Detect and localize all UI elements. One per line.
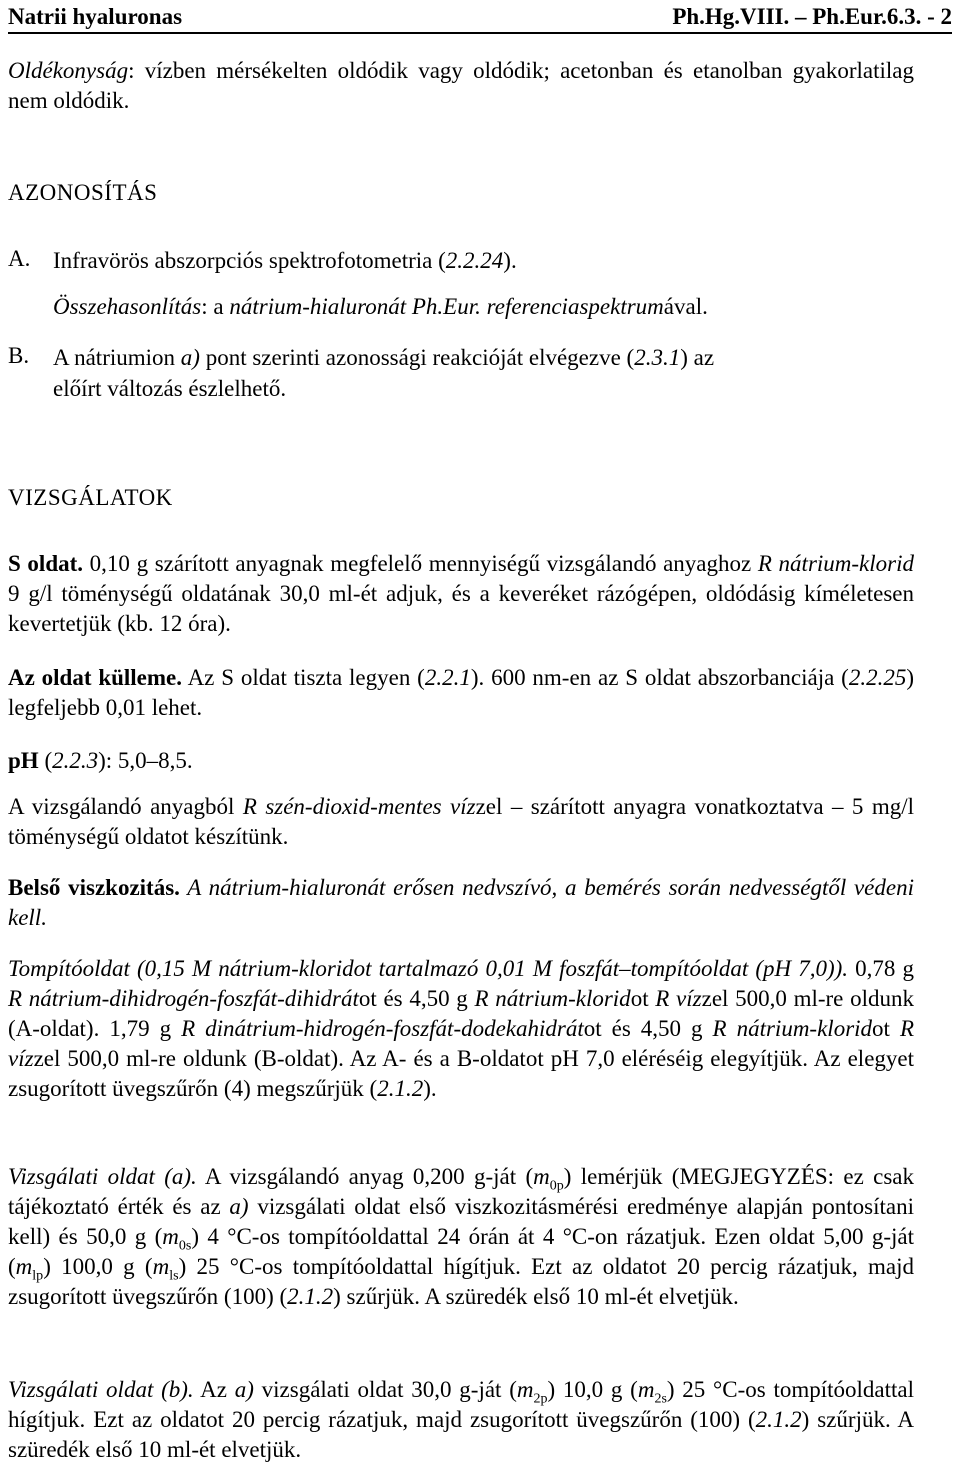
solubility-paragraph <box>8 56 914 116</box>
pharmacopoeia-reference: Ph.Hg.VIII. – Ph.Eur.6.3. - 2 <box>672 4 952 29</box>
identification-a-label: A. <box>8 246 31 271</box>
ph-solution-paragraph: A vizsgálandó anyagból R szén-dioxid-mentes vízzel – szárított anyagra vonatkoztatva – 5 mg/l töménységű oldatot készítünk. <box>8 794 915 849</box>
viscosity-paragraph: Belső viszkozitás. A nátrium-hialuronát erősen nedvszívó, a bemérés során nedvességtől védeni kell. <box>8 875 914 930</box>
identification-a-comparison: Összehasonlítás: a nátrium-hialuronát Ph.Eur. referenciaspektrumával. <box>53 294 708 319</box>
solubility-label: Oldékonyság <box>8 58 129 83</box>
monograph-title: Natrii hyaluronas <box>8 4 183 29</box>
identification-b-text: A nátriumion a) pont szerinti azonossági reakcióját elvégezve (2.3.1) az <box>53 345 715 370</box>
test-solution-b-paragraph: Vizsgálati oldat (b). Az a) vizsgálati oldat 30,0 g-ját $(m_{2p})$ 10,0 g $(m_{2s})$ 25 °C-os tompítóoldattal hígítjuk. Ezt az oldatot 20 percig rázatjuk, majd zsugorított üvegszűrőn (100) (2.1.2) szűrjük. A szüredék első 10 ml-ét elvetjük. <box>8 1377 914 1462</box>
identification-b-label: B. <box>8 343 30 368</box>
ph-paragraph: pH (2.2.3): 5,0–8,5. <box>8 748 193 773</box>
identification-b-line2: előírt változás észlelhető. <box>53 376 287 401</box>
buffer-paragraph: Tompítóoldat (0,15 M nátrium-kloridot tartalmazó 0,01 M foszfát–tompítóoldat (pH 7,0)). 0,78 g R nátrium-dihidrogén-foszfát-dihidrátot és 4,50 g R nátrium-kloridot R vízzel 500,0 ml-re oldunk (A-oldat). 1,79 g R dinátrium-hidrogén-foszfát-dodekahidrátot és 4,50 g R nátrium-kloridot R vízzel 500,0 ml-re oldunk (B-oldat). Az A- és a B-oldatot pH 7,0 eléréséig elegyítjük. Az elegyet zsugorított üvegszűrőn (4) megszűrjük (2.1.2). <box>8 956 914 1101</box>
tests-heading: VIZSGÁLATOK <box>8 485 173 510</box>
solubility-text: : vízben mérsékelten oldódik vagy oldódik; acetonban és etanolban gyakorlatilag nem oldódik. <box>8 58 914 113</box>
identification-a-text: Infravörös abszorpciós spektrofotometria (2.2.24). <box>53 248 517 273</box>
page-header <box>8 0 952 34</box>
test-solution-a-paragraph: Vizsgálati oldat (a). A vizsgálandó anyag 0,200 g-ját $(m_{0p})$ lemérjük (MEGJEGYZÉS: ez csak tájékoztató érték és az a) vizsgálati oldat első viszkozitásmérési eredménye alapján pontosítani kell) és 50,0 g $(m_{0s})$ 4 °C-os tompítóoldattal 24 órán át 4 °C-on rázatjuk. Ezen oldat 5,00 g-ját $(m_{lp})$ 100,0 g $(m_{ls})$ 25 °C-os tompítóoldattal hígítjuk. Ezt az oldatot 20 percig rázatjuk, majd zsugorított üvegszűrőn (100) (2.1.2) szűrjük. A szüredék első 10 ml-ét elvetjük. <box>8 1164 914 1309</box>
appearance-paragraph: Az oldat külleme. Az S oldat tiszta legyen (2.2.1). 600 nm-en az S oldat abszorbanciája (2.2.25) legfeljebb 0,01 lehet. <box>8 665 914 720</box>
identification-heading: AZONOSÍTÁS <box>8 180 158 205</box>
solution-s-paragraph: S oldat. 0,10 g szárított anyagnak megfelelő mennyiségű vizsgálandó anyaghoz R nátrium-klorid 9 g/l töménységű oldatának 30,0 ml-ét adjuk, és a keveréket rázógépen, oldódásig kíméletesen kevertetjük (kb. 12 óra). <box>8 551 914 636</box>
